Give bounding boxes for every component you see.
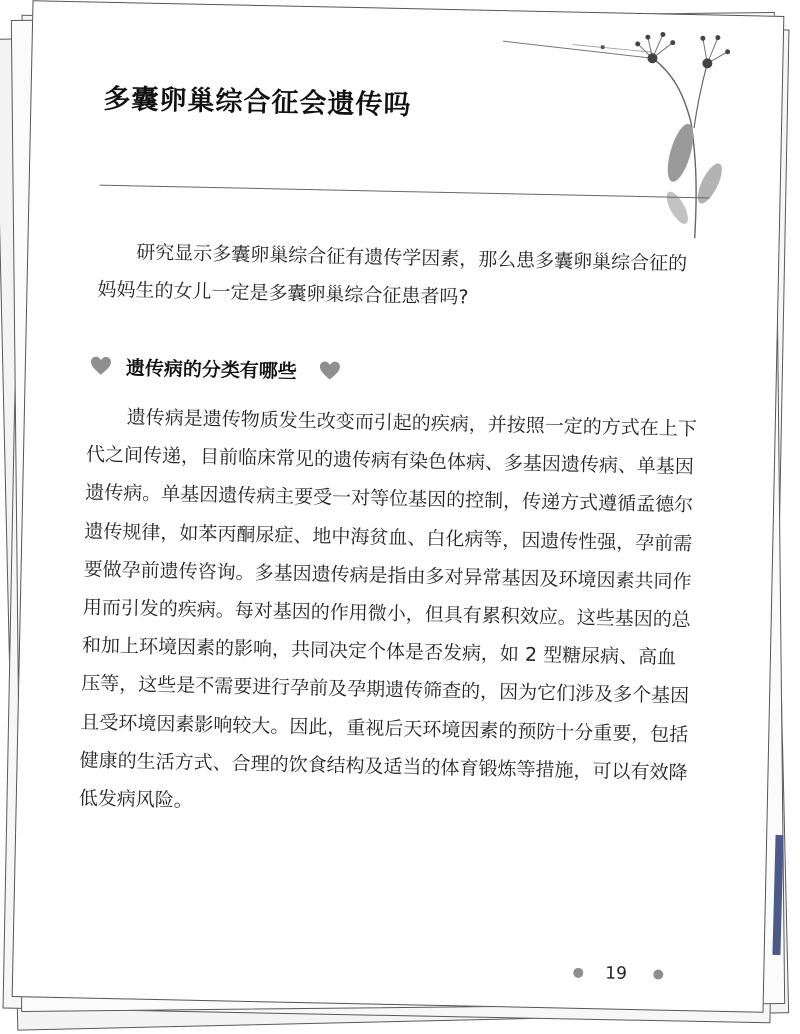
dandelion-illustration [498,19,733,254]
page-footer [573,963,663,985]
section-title: 遗传病的分类有哪些 [125,356,298,383]
heart-icon [90,356,112,376]
footer-dot-icon [653,969,663,979]
footer-dot-icon [573,968,583,978]
book-page [12,0,785,1013]
section-heading [90,351,342,386]
intro-paragraph: 研究显示多囊卵巢综合征有遗传学因素，那么患多囊卵巢综合征的妈妈生的女儿一定是多囊卵巢综合征患者吗? [97,241,688,309]
page-number: 19 [605,963,628,984]
page-title: 多囊卵巢综合征会遗传吗 [103,83,412,122]
body-paragraph: 遗传病是遗传物质发生改变而引起的疾病，并按照一定的方式在上下代之间传递，目前临床常见的遗传病有染色体病、多基因遗传病、单基因遗传病。单基因遗传病主要受一对等位基因的控制，传递方式遵循孟德尔遗传规律，如苯丙酮尿症、地中海贫血、白化病等，因遗传性强，孕前需要做孕前遗传咨询。多基因遗传病是指由多对异常基因及环境因素共同作用而引发的疾病。每对基因的作用微小，但具有累积效应。这些基因的总和加上环境因素的影响，共同决定个体是否发病，如 2 型糖尿病、高血压等，这些是不需要进行孕前及孕期遗传筛查的，因为它们涉及多个基因且受环境因素影响较大。因此，重视后天环境因素的预防十分重要，包括健康的生活方式、合理的饮食结构及适当的体育锻炼等措施，可以有效降低发病风险。 [78,406,697,812]
heart-icon [319,360,341,380]
